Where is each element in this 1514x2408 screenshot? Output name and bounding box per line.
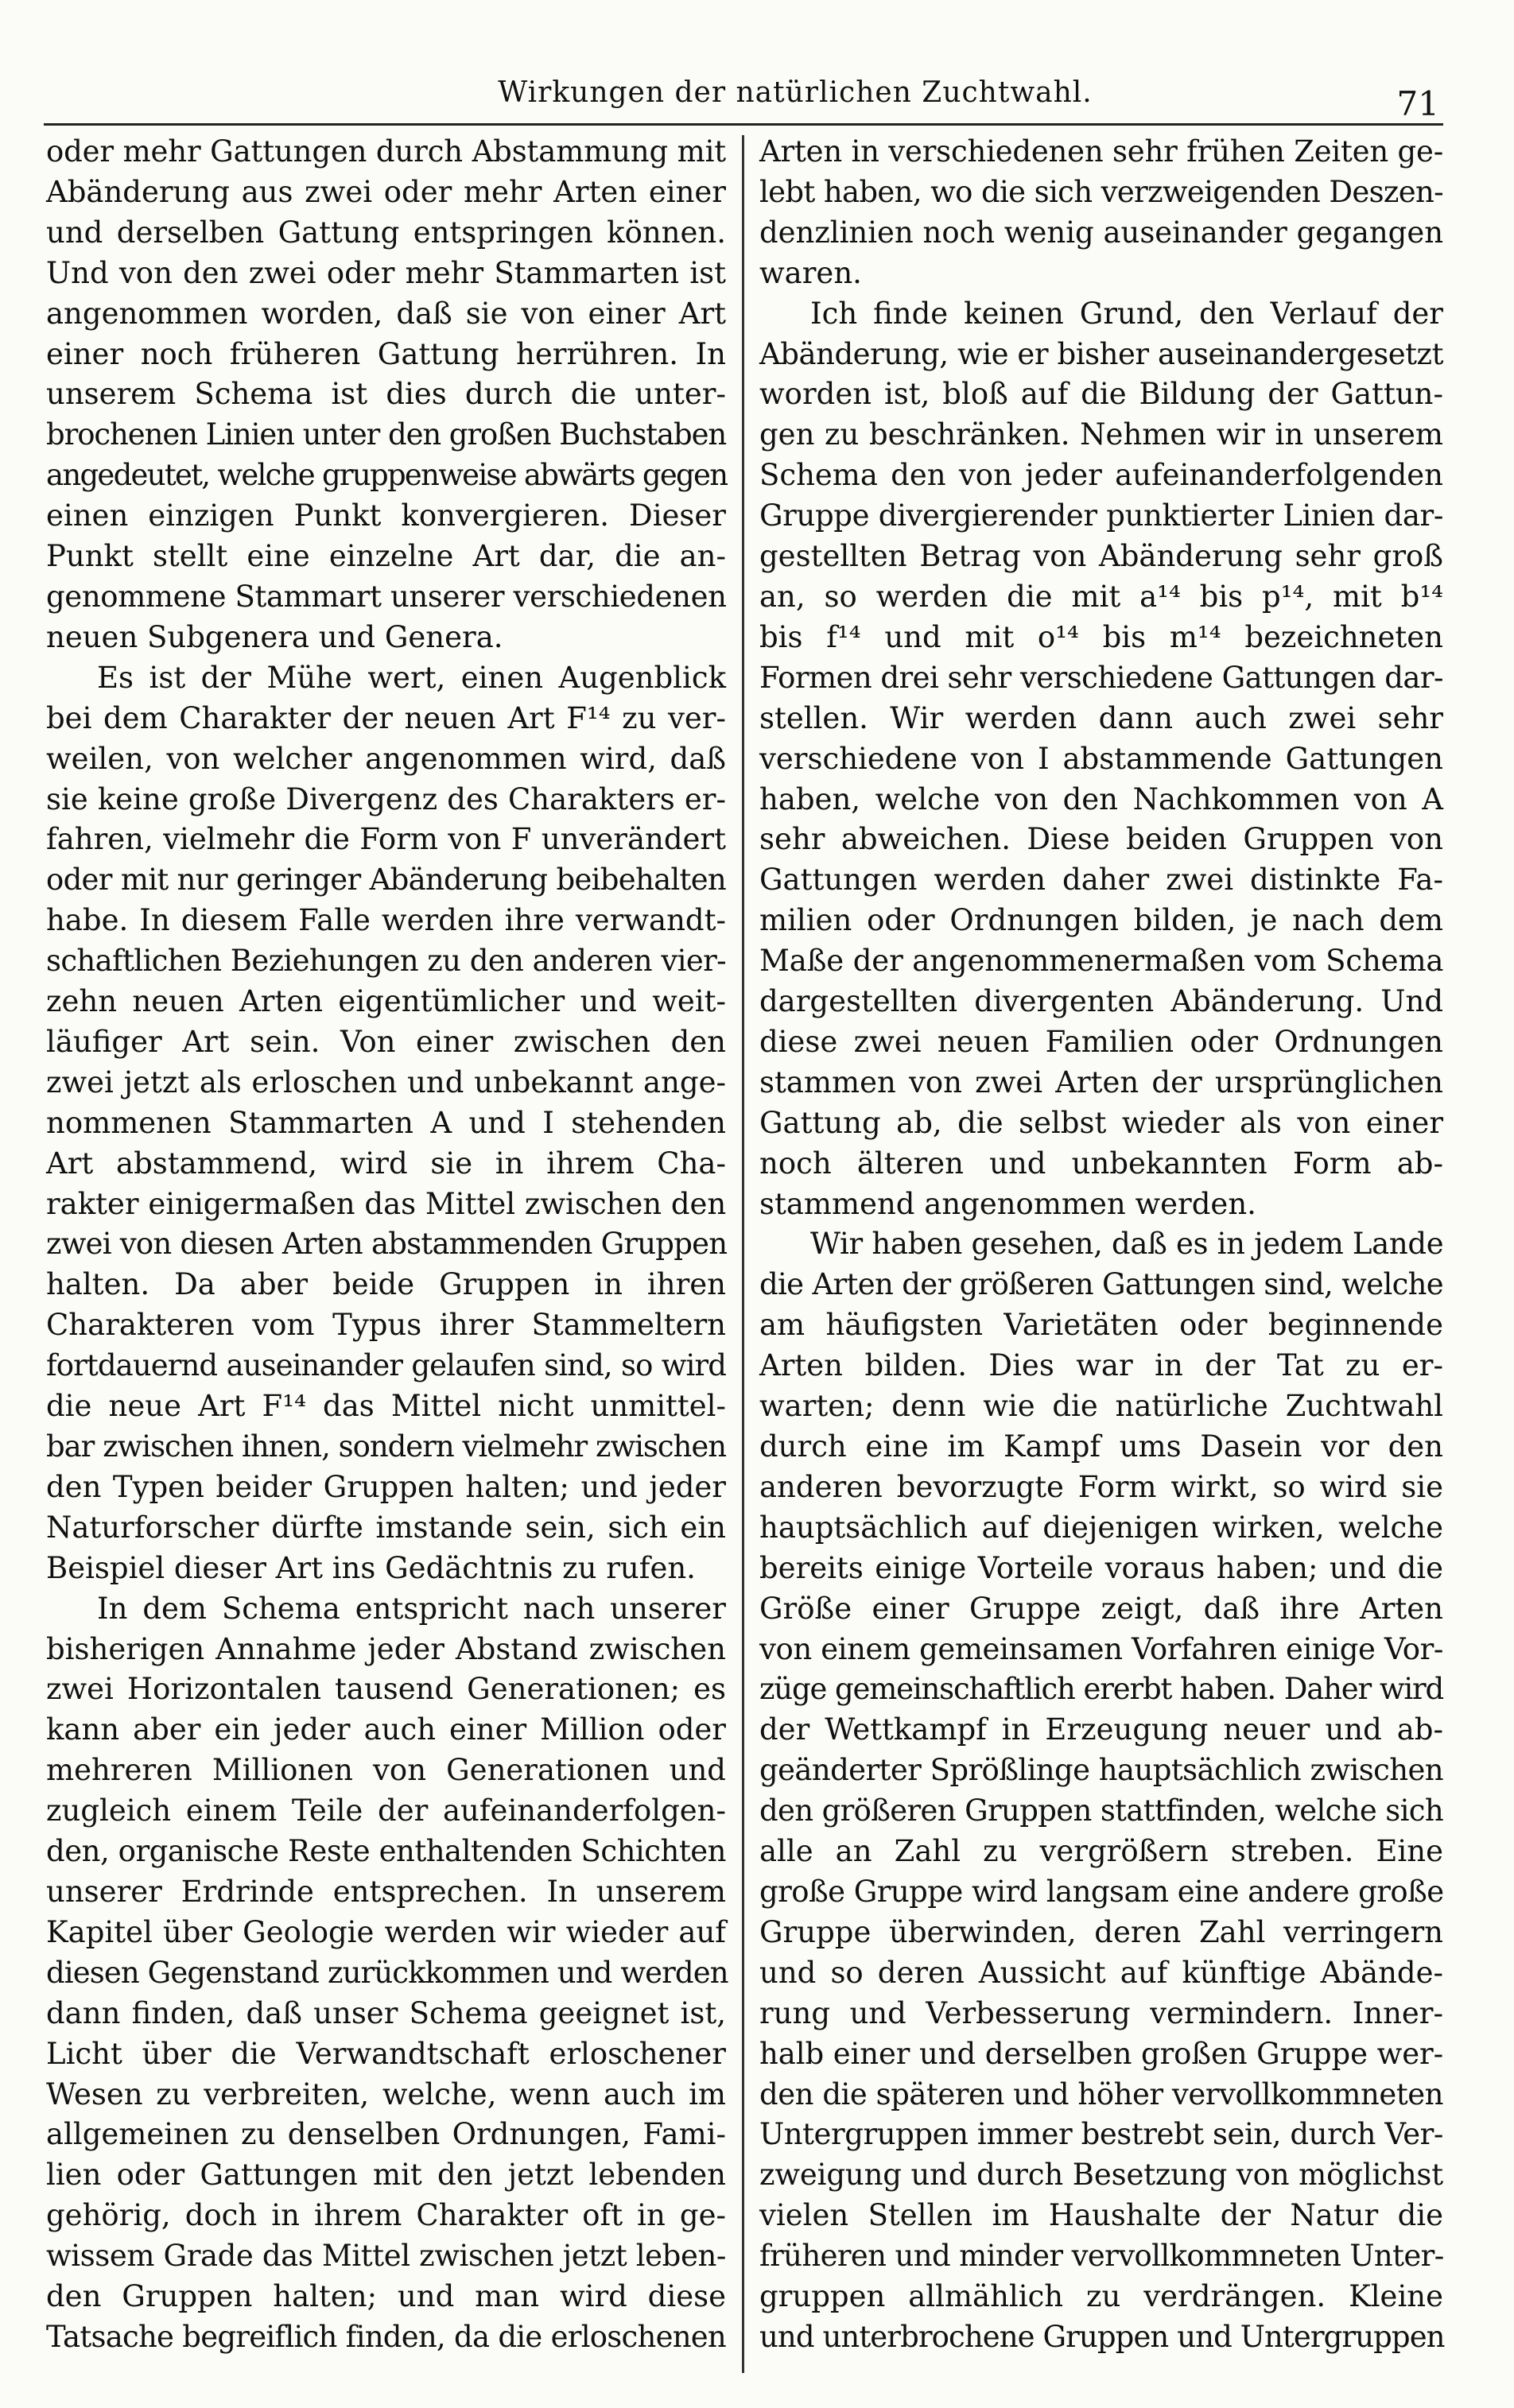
text-line: noch älteren und unbekannten Form ab- <box>759 1146 1443 1181</box>
text-line: Arten bilden. Dies war in der Tat zu er- <box>759 1348 1443 1383</box>
text-line: Größe einer Gruppe zeigt, daß ihre Arten <box>759 1591 1443 1626</box>
text-line: Gruppe überwinden, deren Zahl verringern <box>759 1914 1443 1949</box>
text-line: an, so werden die mit a¹⁴ bis p¹⁴, mit b¹⁴ <box>759 579 1443 614</box>
page-number: 71 <box>1396 84 1439 123</box>
text-line: wissem Grade das Mittel zwischen jetzt leben- <box>46 2239 726 2274</box>
text-line: und derselben Gattung entspringen können. <box>46 215 726 250</box>
text-line: Gruppe divergierender punktierter Linien dar- <box>759 498 1443 533</box>
text-line: Maße der angenommenermaßen vom Schema <box>759 944 1444 979</box>
text-line: genommene Stammart unserer verschiedenen <box>46 579 727 614</box>
running-header-title: Wirkungen der natürlichen Zuchtwahl. <box>498 76 1093 109</box>
text-line: vielen Stellen im Haushalte der Natur die <box>759 2198 1443 2233</box>
text-line: durch eine im Kampf ums Dasein vor den <box>759 1429 1443 1464</box>
text-line: die neue Art F¹⁴ das Mittel nicht unmittel- <box>46 1389 726 1424</box>
text-line: einen einzigen Punkt konvergieren. Dieser <box>46 498 726 533</box>
text-line: Arten in verschiedenen sehr frühen Zeiten ge- <box>759 134 1443 169</box>
text-line: zwei Horizontalen tausend Generationen; es <box>46 1672 726 1707</box>
text-line: bisherigen Annahme jeder Abstand zwischen <box>46 1631 726 1666</box>
text-line: brochenen Linien unter den großen Buchstaben <box>46 417 727 452</box>
text-line: Wesen zu verbreiten, welche, wenn auch im <box>46 2076 726 2111</box>
text-line: waren. <box>759 255 862 290</box>
text-line: zwei von diesen Arten abstammenden Gruppen <box>46 1227 728 1262</box>
text-line: zweigung und durch Besetzung von möglichst <box>759 2158 1443 2193</box>
text-line: große Gruppe wird langsam eine andere große <box>759 1874 1444 1909</box>
text-line: angenommen worden, daß sie von einer Art <box>46 296 726 331</box>
text-line: Gattungen werden daher zwei distinkte Fa- <box>759 863 1443 898</box>
text-line: diesen Gegenstand zurückkommen und werden <box>46 1955 728 1990</box>
text-line: gruppen allmählich zu verdrängen. Kleine <box>759 2279 1443 2314</box>
text-line: warten; denn wie die natürliche Zuchtwahl <box>759 1389 1443 1424</box>
text-line: unserem Schema ist dies durch die unter- <box>46 377 726 412</box>
text-line: von einem gemeinsamen Vorfahren einige Vor- <box>759 1631 1443 1666</box>
text-line: stammen von zwei Arten der ursprünglichen <box>759 1064 1443 1099</box>
text-line: geänderter Sprößlinge hauptsächlich zwischen <box>759 1753 1443 1788</box>
text-line: Art abstammend, wird sie in ihrem Cha- <box>46 1146 726 1181</box>
text-line: gestellten Betrag von Abänderung sehr groß <box>759 539 1443 574</box>
text-line: dargestellten divergenten Abänderung. Und <box>759 984 1443 1019</box>
text-line: oder mehr Gattungen durch Abstammung mit <box>46 134 726 169</box>
text-line: Untergruppen immer bestrebt sein, durch Ver- <box>759 2117 1443 2152</box>
text-line: zehn neuen Arten eigentümlicher und weit- <box>46 984 726 1019</box>
text-line: Formen drei sehr verschiedene Gattungen dar- <box>759 660 1443 695</box>
text-line: Wir haben gesehen, daß es in jedem Lande <box>810 1227 1444 1262</box>
text-line: fahren, vielmehr die Form von F unverändert <box>46 822 726 857</box>
text-line: den Typen beider Gruppen halten; und jeder <box>46 1469 726 1504</box>
text-line: rakter einigermaßen das Mittel zwischen den <box>46 1186 727 1221</box>
text-line: gehörig, doch in ihrem Charakter oft in ge- <box>46 2198 726 2233</box>
text-line: bei dem Charakter der neuen Art F¹⁴ zu ver- <box>46 700 726 735</box>
text-line: die Arten der größeren Gattungen sind, welche <box>759 1267 1443 1302</box>
text-line: bar zwischen ihnen, sondern vielmehr zwischen <box>46 1429 726 1464</box>
text-line: den Gruppen halten; und man wird diese <box>46 2279 726 2314</box>
text-line: sie keine große Divergenz des Charakters er- <box>46 781 726 816</box>
text-line: anderen bevorzugte Form wirkt, so wird sie <box>759 1469 1443 1504</box>
text-line: den, organische Reste enthaltenden Schichten <box>46 1834 726 1869</box>
text-line: einer noch früheren Gattung herrühren. In <box>46 336 726 371</box>
text-line: neuen Subgenera und Genera. <box>46 619 503 654</box>
text-line: Tatsache begreiflich finden, da die erloschenen <box>46 2319 726 2354</box>
text-line: am häufigsten Varietäten oder beginnende <box>759 1308 1443 1343</box>
text-line: zwei jetzt als erloschen und unbekannt ange- <box>46 1064 726 1099</box>
text-line: sehr abweichen. Diese beiden Gruppen von <box>759 822 1443 857</box>
text-line: fortdauernd auseinander gelaufen sind, so wird <box>46 1348 726 1383</box>
text-line: Gattung ab, die selbst wieder als von einer <box>759 1105 1443 1140</box>
text-line: alle an Zahl zu vergrößern streben. Eine <box>759 1834 1443 1869</box>
text-line: bereits einige Vorteile voraus haben; und die <box>759 1550 1443 1585</box>
text-line: worden ist, bloß auf die Bildung der Gattun- <box>759 377 1443 412</box>
text-line: diese zwei neuen Familien oder Ordnungen <box>759 1024 1443 1059</box>
text-line: züge gemeinschaftlich ererbt haben. Daher wird <box>759 1672 1443 1707</box>
text-line: zugleich einem Teile der aufeinanderfolgen- <box>46 1793 726 1828</box>
text-line: unserer Erdrinde entsprechen. In unserem <box>46 1874 726 1909</box>
text-line: und unterbrochene Gruppen und Untergruppen <box>759 2319 1445 2354</box>
text-line: mehreren Millionen von Generationen und <box>46 1753 726 1788</box>
text-line: lien oder Gattungen mit den jetzt lebenden <box>46 2158 726 2193</box>
text-line: der Wettkampf in Erzeugung neuer und ab- <box>759 1712 1443 1747</box>
text-line: hauptsächlich auf diejenigen wirken, welche <box>759 1510 1443 1545</box>
text-line: Kapitel über Geologie werden wir wieder auf <box>46 1914 726 1949</box>
right-text-column <box>759 132 1443 2358</box>
text-line: Ich finde keinen Grund, den Verlauf der <box>810 296 1443 331</box>
text-line: läufiger Art sein. Von einer zwischen den <box>46 1024 726 1059</box>
text-line: halten. Da aber beide Gruppen in ihren <box>46 1267 726 1302</box>
text-line: nommenen Stammarten A und I stehenden <box>46 1105 726 1140</box>
text-line: Beispiel dieser Art ins Gedächtnis zu rufen. <box>46 1550 696 1585</box>
text-line: allgemeinen zu denselben Ordnungen, Fami- <box>46 2117 726 2152</box>
text-line: angedeutet, welche gruppenweise abwärts gegen <box>46 458 728 493</box>
text-line: haben, welche von den Nachkommen von A <box>759 781 1443 816</box>
text-line: rung und Verbesserung vermindern. Inner- <box>759 1995 1443 2030</box>
text-line: bis f¹⁴ und mit o¹⁴ bis m¹⁴ bezeichneten <box>759 619 1443 654</box>
text-line: und so deren Aussicht auf künftige Abände- <box>759 1955 1443 1990</box>
text-line: Charakteren vom Typus ihrer Stammeltern <box>46 1308 726 1343</box>
text-line: Punkt stellt eine einzelne Art dar, die an- <box>46 539 726 574</box>
text-line: den die späteren und höher vervollkommneten <box>759 2076 1444 2111</box>
text-line: Abänderung aus zwei oder mehr Arten einer <box>46 174 726 209</box>
text-line: dann finden, daß unser Schema geeignet ist, <box>46 1995 726 2030</box>
text-line: In dem Schema entspricht nach unserer <box>97 1591 726 1626</box>
text-line: stammend angenommen werden. <box>759 1186 1256 1221</box>
text-line: denzlinien noch wenig auseinander gegangen <box>759 215 1443 250</box>
text-line: Licht über die Verwandtschaft erloschener <box>46 2036 726 2071</box>
text-line: weilen, von welcher angenommen wird, daß <box>46 741 726 776</box>
column-divider <box>742 135 744 2373</box>
text-line: schaftlichen Beziehungen zu den anderen vier- <box>46 944 726 979</box>
text-line: Es ist der Mühe wert, einen Augenblick <box>97 660 726 695</box>
text-line: stellen. Wir werden dann auch zwei sehr <box>759 700 1443 735</box>
text-line: oder mit nur geringer Abänderung beibehalten <box>46 863 726 898</box>
header-rule <box>44 123 1443 126</box>
text-line: Schema den von jeder aufeinanderfolgenden <box>759 458 1443 493</box>
text-line: Und von den zwei oder mehr Stammarten ist <box>46 255 726 290</box>
text-line: habe. In diesem Falle werden ihre verwandt- <box>46 903 726 938</box>
text-line: Abänderung, wie er bisher auseinandergesetzt <box>759 336 1443 371</box>
text-line: kann aber ein jeder auch einer Million oder <box>46 1712 726 1747</box>
text-line: halb einer und derselben großen Gruppe wer- <box>759 2036 1443 2071</box>
text-line: gen zu beschränken. Nehmen wir in unserem <box>759 417 1443 452</box>
text-line: lebt haben, wo die sich verzweigenden Deszen- <box>759 174 1443 209</box>
text-line: den größeren Gruppen stattfinden, welche sich <box>759 1793 1443 1828</box>
text-line: Naturforscher dürfte imstande sein, sich ein <box>46 1510 726 1545</box>
text-line: milien oder Ordnungen bilden, je nach dem <box>759 903 1443 938</box>
left-text-column <box>46 132 726 2358</box>
text-line: früheren und minder vervollkommneten Unter- <box>759 2239 1444 2274</box>
text-line: verschiedene von I abstammende Gattungen <box>759 741 1443 776</box>
